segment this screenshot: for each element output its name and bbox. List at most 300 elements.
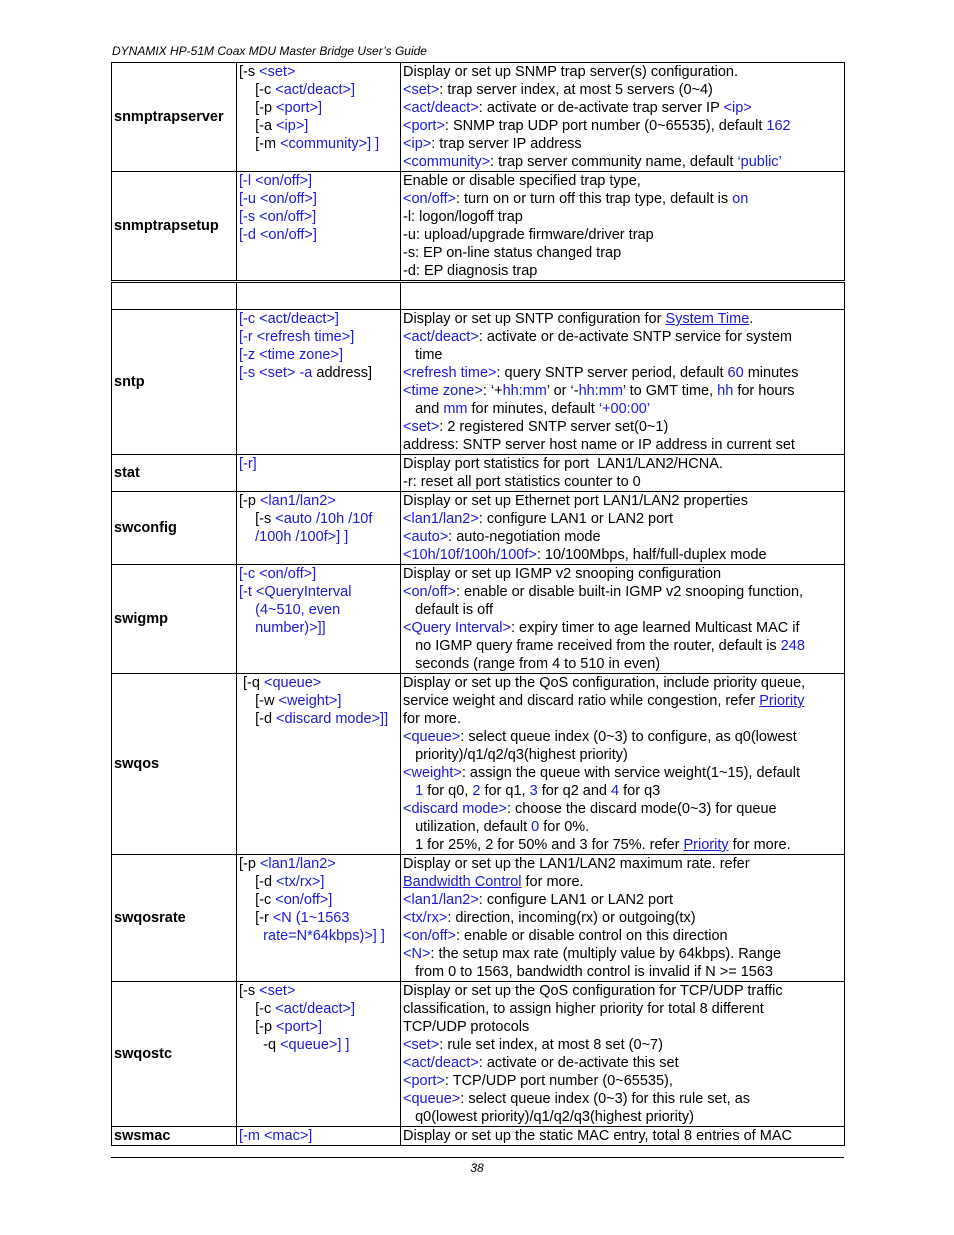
empty-cell [401, 282, 845, 310]
plain-text: : 10/100Mbps, half/full-duplex mode [536, 547, 767, 563]
command-name: snmptrapsetup [112, 172, 237, 282]
parameter-text: <QueryInterval [255, 584, 352, 600]
command-name: snmptrapserver [112, 63, 237, 172]
description-line [403, 244, 842, 262]
description-line [403, 565, 842, 583]
description-line [403, 190, 842, 208]
plain-text: for q3 [619, 783, 661, 799]
syntax-line [239, 455, 398, 473]
parameter-text: ‘+00:00’ [598, 401, 651, 417]
description-line [403, 492, 842, 510]
plain-text: Display or set up SNMP trap server(s) configuration. [403, 64, 738, 80]
table-row [112, 310, 845, 455]
table-row [112, 855, 845, 982]
command-description [401, 492, 845, 565]
plain-text: : query SNTP server period, default [496, 365, 728, 381]
parameter-text: [-r] [239, 456, 257, 472]
command-syntax [237, 455, 401, 492]
description-line [403, 927, 842, 945]
plain-text: address: SNTP server host name or IP address in current set [403, 437, 795, 453]
plain-text: : SNMP trap UDP port number (0~65535), default [444, 118, 767, 134]
parameter-text: mm [443, 401, 468, 417]
footer-divider [111, 1157, 844, 1158]
plain-text: : auto-negotiation mode [448, 529, 601, 545]
syntax-line [239, 492, 398, 510]
plain-text: priority)/q1/q2/q3(highest priority) [403, 747, 628, 763]
parameter-text: <auto /10h /10f [275, 511, 373, 527]
description-line [403, 418, 842, 436]
plain-text: [-a [239, 118, 277, 134]
plain-text: : the setup max rate (multiply value by 64kbps). Range [430, 946, 782, 962]
description-line [403, 262, 842, 280]
parameter-text: <on/off>] [259, 191, 317, 207]
command-description [401, 982, 845, 1127]
description-line [403, 172, 842, 190]
parameter-text: /100h /100f>] ] [239, 529, 349, 545]
syntax-line [239, 135, 398, 153]
command-name: swconfig [112, 492, 237, 565]
parameter-text: <act/deact>] [275, 82, 356, 98]
plain-text: [-d [239, 711, 277, 727]
plain-text: : trap server community name, default [490, 154, 738, 170]
command-description [401, 674, 845, 855]
parameter-text: <on/off>] [275, 892, 333, 908]
parameter-text: <10h/10f/100h/100f> [403, 547, 537, 563]
plain-text: Display or set up the static MAC entry, total 8 entries of MAC [403, 1128, 792, 1144]
parameter-text: rate=N*64kbps)>] ] [239, 928, 385, 944]
parameter-text: <queue>] ] [280, 1037, 350, 1053]
description-line [403, 510, 842, 528]
syntax-line [239, 1036, 398, 1054]
plain-text: [-s [239, 64, 260, 80]
document-header: DYNAMIX HP-51M Coax MDU Master Bridge User’s Guide [112, 44, 427, 58]
plain-text: classification, to assign higher priority for total 8 different [403, 1001, 764, 1017]
syntax-line [239, 346, 398, 364]
plain-text: -q [239, 1037, 281, 1053]
parameter-text: 2 [472, 783, 481, 799]
plain-text: : assign the queue with service weight(1~15), default [461, 765, 800, 781]
plain-text: for minutes, default [467, 401, 599, 417]
plain-text: . [749, 311, 754, 327]
description-line [403, 135, 842, 153]
plain-text: [-p [239, 493, 260, 509]
parameter-text: hh [717, 383, 734, 399]
syntax-line [239, 873, 398, 891]
parameter-text: <set> [403, 1037, 440, 1053]
command-table-body [112, 63, 845, 1146]
plain-text: Display or set up the QoS configuration, include priority queue, [403, 675, 806, 691]
parameter-text: <time zone>] [259, 347, 343, 363]
command-description [401, 455, 845, 492]
plain-text: Display or set up the LAN1/LAN2 maximum rate. refer [403, 856, 750, 872]
plain-text: Display port statistics for port LAN1/LAN2/HCNA. [403, 456, 723, 472]
plain-text: -u: upload/upgrade firmware/driver trap [403, 227, 654, 243]
command-description [401, 855, 845, 982]
plain-text: : configure LAN1 or LAN2 port [478, 511, 674, 527]
command-description [401, 310, 845, 455]
plain-text: Display or set up SNTP configuration for [403, 311, 666, 327]
plain-text: for q2 and [537, 783, 612, 799]
parameter-text: 60 [727, 365, 744, 381]
syntax-line [239, 1018, 398, 1036]
parameter-text: [-s [239, 209, 260, 225]
plain-text: 1 for 25%, 2 for 50% and 3 for 75%. refer [403, 837, 684, 853]
syntax-line [239, 226, 398, 244]
parameter-text: 3 [529, 783, 538, 799]
parameter-text: <community> [403, 154, 491, 170]
plain-text: Display or set up the QoS configuration for TCP/UDP traffic [403, 983, 783, 999]
description-line [403, 692, 842, 710]
description-line [403, 583, 842, 601]
parameter-text: [-t [239, 584, 256, 600]
parameter-text: <tx/rx> [403, 910, 448, 926]
command-syntax [237, 310, 401, 455]
plain-text: no IGMP query frame received from the router, default is [403, 638, 781, 654]
description-line [403, 364, 842, 382]
parameter-text: hh:mm [502, 383, 547, 399]
parameter-text: <lan1/lan2> [403, 892, 479, 908]
plain-text: -s: EP on-line status changed trap [403, 245, 622, 261]
plain-text: [-r [239, 910, 273, 926]
parameter-text: <set> [259, 983, 296, 999]
parameter-text: <port> [403, 118, 445, 134]
command-name: sntp [112, 310, 237, 455]
syntax-line [239, 982, 398, 1000]
description-line [403, 310, 842, 328]
description-line [403, 1108, 842, 1126]
plain-text: for 0%. [539, 819, 590, 835]
table-row [112, 172, 845, 282]
parameter-text: <on/off>] [259, 566, 317, 582]
plain-text: and [403, 401, 444, 417]
parameter-text: <tx/rx>] [276, 874, 325, 890]
syntax-line [239, 583, 398, 601]
description-line [403, 1000, 842, 1018]
syntax-line [239, 565, 398, 583]
parameter-text: number)>]] [239, 620, 326, 636]
description-line [403, 1018, 842, 1036]
syntax-line [239, 601, 398, 619]
plain-text: Display or set up Ethernet port LAN1/LAN2 properties [403, 493, 748, 509]
parameter-text: <set> [403, 419, 440, 435]
plain-text: Display or set up IGMP v2 snooping configuration [403, 566, 722, 582]
parameter-text: [-d [239, 227, 260, 243]
description-line [403, 1036, 842, 1054]
plain-text: [-q [239, 675, 264, 691]
parameter-text: <weight>] [278, 693, 342, 709]
plain-text: : select queue index (0~3) for this rule set, as [460, 1091, 751, 1107]
command-syntax [237, 565, 401, 674]
syntax-line [239, 1127, 398, 1145]
syntax-line [239, 99, 398, 117]
cross-reference-link[interactable]: Priority [759, 693, 805, 709]
parameter-text: on [732, 191, 749, 207]
parameter-text: <queue> [263, 675, 322, 691]
plain-text: from 0 to 1563, bandwidth control is invalid if N >= 1563 [403, 964, 773, 980]
plain-text: : trap server IP address [431, 136, 582, 152]
description-line [403, 436, 842, 454]
description-line [403, 710, 842, 728]
parameter-text: <on/off> [403, 584, 456, 600]
parameter-text: [-m [239, 1128, 264, 1144]
parameter-text: (4~510, even [239, 602, 341, 618]
plain-text [403, 783, 415, 799]
description-line [403, 746, 842, 764]
description-line [403, 963, 842, 981]
page-number: 38 [470, 1161, 484, 1175]
parameter-text: 162 [766, 118, 791, 134]
plain-text: [-p [239, 100, 277, 116]
description-line [403, 117, 842, 135]
parameter-text: <act/deact> [403, 1055, 479, 1071]
table-row [112, 982, 845, 1127]
parameter-text: <N> [403, 946, 431, 962]
command-name: swqosrate [112, 855, 237, 982]
parameter-text: <lan1/lan2> [259, 856, 336, 872]
table-row [112, 455, 845, 492]
plain-text: : rule set index, at most 8 set (0~7) [439, 1037, 663, 1053]
description-line [403, 1127, 842, 1145]
parameter-text: <ip> [403, 136, 432, 152]
plain-text: -l: logon/logoff trap [403, 209, 523, 225]
plain-text: : activate or de-activate SNTP service for system [478, 329, 792, 345]
parameter-text: <community>] ] [280, 136, 380, 152]
parameter-text: [-s [239, 365, 260, 381]
parameter-text: <discard mode>]] [276, 711, 389, 727]
plain-text: for more. [521, 874, 584, 890]
plain-text: for more. [728, 837, 791, 853]
parameter-text: <refresh time> [403, 365, 497, 381]
plain-text: seconds (range from 4 to 510 in even) [403, 656, 661, 672]
parameter-text: <act/deact> [403, 329, 479, 345]
description-line [403, 891, 842, 909]
syntax-line [239, 710, 398, 728]
command-description [401, 172, 845, 282]
plain-text: for q1, [480, 783, 530, 799]
parameter-text: <on/off> [403, 928, 456, 944]
plain-text: utilization, default [403, 819, 532, 835]
description-line [403, 800, 842, 818]
description-line [403, 601, 842, 619]
description-line [403, 63, 842, 81]
plain-text: [-p [239, 1019, 277, 1035]
empty-cell [237, 282, 401, 310]
syntax-line [239, 172, 398, 190]
command-description [401, 1127, 845, 1146]
plain-text: : activate or de-activate this set [478, 1055, 679, 1071]
syntax-line [239, 674, 398, 692]
parameter-text: <ip> [723, 100, 752, 116]
cross-reference-link[interactable]: Bandwidth Control [403, 874, 522, 890]
plain-text: : trap server index, at most 5 servers (0~4) [439, 82, 713, 98]
parameter-text: <port>] [276, 100, 323, 116]
syntax-line [239, 619, 398, 637]
syntax-line [239, 909, 398, 927]
command-name: swqostc [112, 982, 237, 1127]
syntax-line [239, 328, 398, 346]
description-line [403, 1090, 842, 1108]
plain-text: [-m [239, 136, 281, 152]
parameter-text: <time zone> [403, 383, 483, 399]
parameter-text: <port> [403, 1073, 445, 1089]
plain-text: [-c [239, 1001, 276, 1017]
plain-text: [-c [239, 892, 276, 908]
parameter-text: <refresh time>] [256, 329, 355, 345]
table-row [112, 492, 845, 565]
parameter-text: 4 [611, 783, 620, 799]
command-syntax [237, 674, 401, 855]
plain-text: : activate or de-activate trap server IP [478, 100, 724, 116]
plain-text: : TCP/UDP port number (0~65535), [444, 1073, 673, 1089]
description-line [403, 546, 842, 564]
description-line [403, 99, 842, 117]
command-syntax [237, 855, 401, 982]
parameter-text: hh:mm [578, 383, 623, 399]
command-name: swigmp [112, 565, 237, 674]
parameter-text: <ip>] [276, 118, 309, 134]
plain-text: : enable or disable control on this direction [455, 928, 728, 944]
parameter-text: <on/off>] [259, 209, 317, 225]
description-line [403, 328, 842, 346]
plain-text: : enable or disable built-in IGMP v2 snooping function, [455, 584, 804, 600]
plain-text: TCP/UDP protocols [403, 1019, 530, 1035]
parameter-text: <discard mode> [403, 801, 507, 817]
command-syntax [237, 63, 401, 172]
syntax-line [239, 364, 398, 382]
syntax-line [239, 510, 398, 528]
plain-text: ’ to GMT time, [622, 383, 718, 399]
parameter-text: <on/off> [403, 191, 456, 207]
description-line [403, 346, 842, 364]
description-line [403, 619, 842, 637]
description-line [403, 1054, 842, 1072]
description-line [403, 382, 842, 400]
parameter-text: [-c [239, 566, 260, 582]
plain-text: [-w [239, 693, 279, 709]
table-row [112, 674, 845, 855]
syntax-line [239, 117, 398, 135]
plain-text: : 2 registered SNTP server set(0~1) [439, 419, 669, 435]
command-syntax [237, 492, 401, 565]
plain-text: : expiry timer to age learned Multicast MAC if [511, 620, 800, 636]
parameter-text: <on/off>] [259, 227, 317, 243]
plain-text: time [403, 347, 443, 363]
plain-text: for q0, [423, 783, 473, 799]
description-line [403, 226, 842, 244]
parameter-text: [-c [239, 311, 260, 327]
parameter-text: <N (1~1563 [272, 910, 350, 926]
parameter-text: <mac>] [263, 1128, 313, 1144]
table-row [112, 63, 845, 172]
syntax-line [239, 208, 398, 226]
syntax-line [239, 855, 398, 873]
syntax-line [239, 63, 398, 81]
table-row [112, 565, 845, 674]
parameter-text: <port>] [276, 1019, 323, 1035]
command-name: swqos [112, 674, 237, 855]
description-line [403, 655, 842, 673]
table-spacer-row [112, 282, 845, 310]
description-line [403, 208, 842, 226]
parameter-text: <on/off>] [255, 173, 313, 189]
parameter-text: <act/deact>] [275, 1001, 356, 1017]
plain-text: service weight and discard ratio while congestion, refer [403, 693, 760, 709]
command-name: stat [112, 455, 237, 492]
plain-text: [-s [239, 983, 260, 999]
description-line [403, 1072, 842, 1090]
plain-text: : ‘+ [482, 383, 503, 399]
parameter-text: [-r [239, 329, 257, 345]
parameter-text: <act/deact>] [259, 311, 339, 327]
description-line [403, 873, 842, 891]
description-line [403, 637, 842, 655]
description-line [403, 455, 842, 473]
parameter-text: [-z [239, 347, 260, 363]
syntax-line [239, 891, 398, 909]
plain-text: : turn on or turn off this trap type, default is [455, 191, 733, 207]
parameter-text: <auto> [403, 529, 449, 545]
syntax-line [239, 528, 398, 546]
parameter-text: <weight> [403, 765, 462, 781]
empty-cell [112, 282, 237, 310]
plain-text: : select queue index (0~3) to configure, as q0(lowest [460, 729, 797, 745]
plain-text: ’ or ‘- [546, 383, 579, 399]
parameter-text: ‘public’ [737, 154, 782, 170]
description-line [403, 836, 842, 854]
command-name: swsmac [112, 1127, 237, 1146]
parameter-text: [-l [239, 173, 256, 189]
parameter-text: 248 [780, 638, 805, 654]
plain-text: minutes [743, 365, 799, 381]
description-line [403, 153, 842, 171]
description-line [403, 982, 842, 1000]
parameter-text: <lan1/lan2> [259, 493, 336, 509]
syntax-line [239, 927, 398, 945]
plain-text: for more. [403, 711, 462, 727]
plain-text: [-s [239, 511, 276, 527]
cross-reference-link[interactable]: Priority [683, 837, 729, 853]
plain-text: : configure LAN1 or LAN2 port [478, 892, 674, 908]
command-syntax [237, 172, 401, 282]
syntax-line [239, 692, 398, 710]
parameter-text: <set> -a [259, 365, 317, 381]
parameter-text: <set> [403, 82, 440, 98]
plain-text: [-p [239, 856, 260, 872]
table-row [112, 1127, 845, 1146]
description-line [403, 674, 842, 692]
syntax-line [239, 81, 398, 99]
description-line [403, 782, 842, 800]
plain-text: [-c [239, 82, 276, 98]
description-line [403, 855, 842, 873]
description-line [403, 81, 842, 99]
plain-text: Enable or disable specified trap type, [403, 173, 641, 189]
cross-reference-link[interactable]: System Time [665, 311, 750, 327]
description-line [403, 473, 842, 491]
syntax-line [239, 1000, 398, 1018]
command-description [401, 565, 845, 674]
description-line [403, 764, 842, 782]
syntax-line [239, 190, 398, 208]
description-line [403, 818, 842, 836]
syntax-line [239, 310, 398, 328]
parameter-text: <lan1/lan2> [403, 511, 479, 527]
parameter-text: <queue> [403, 1091, 461, 1107]
description-line [403, 528, 842, 546]
plain-text: q0(lowest priority)/q1/q2/q3(highest priority) [403, 1109, 694, 1125]
description-line [403, 728, 842, 746]
plain-text: : direction, incoming(rx) or outgoing(tx) [447, 910, 696, 926]
